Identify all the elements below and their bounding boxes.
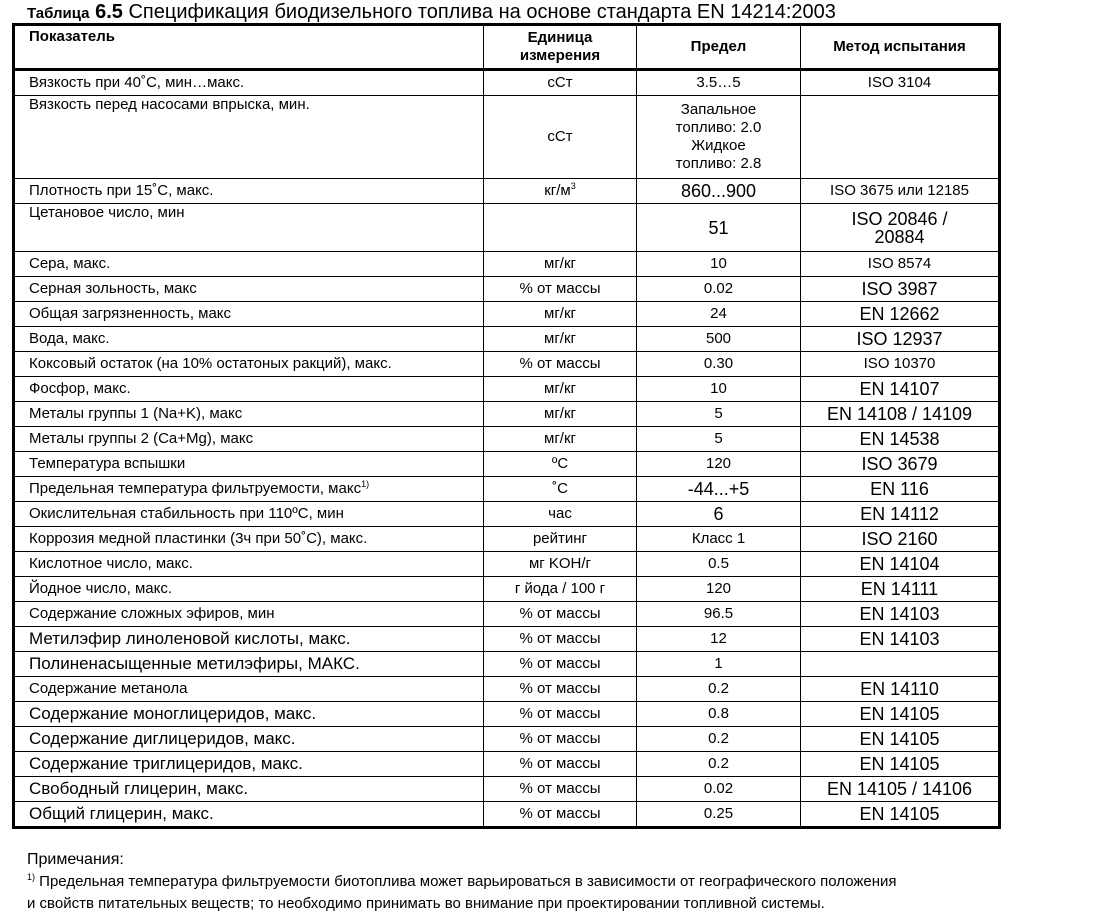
cell-parameter: [14, 802, 484, 828]
table-row: [14, 352, 1000, 377]
cell-parameter: [14, 477, 484, 502]
cell-parameter: [14, 277, 484, 302]
cell-limit: 10: [637, 252, 801, 277]
parameter-text: Общая загрязненность, макс: [29, 305, 232, 322]
parameter-text: Вязкость перед насосами впрыска, мин.: [29, 96, 310, 113]
cell-method: ISO 10370: [801, 352, 1000, 377]
cell-unit: [484, 477, 637, 502]
cell-limit: Класс 1: [637, 527, 801, 552]
table-row: [14, 179, 1000, 204]
cell-parameter: [14, 70, 484, 96]
unit-text: % от массы: [519, 730, 601, 747]
cell-parameter: [14, 677, 484, 702]
cell-parameter: [14, 204, 484, 252]
unit-text: % от массы: [519, 705, 601, 722]
parameter-text: Полиненасыщенные метилэфиры, МАКС.: [29, 654, 360, 673]
caption-text: Спецификация биодизельного топлива на основе стандарта EN 14214:2003: [128, 1, 836, 23]
cell-limit: 0.5: [637, 552, 801, 577]
cell-limit: 120: [637, 452, 801, 477]
unit-text: мг/кг: [544, 255, 576, 272]
footnote-text-1: Предельная температура фильтруемости биотоплива может варьироваться в зависимости от географического положения: [35, 873, 897, 890]
cell-method: EN 14108 / 14109: [801, 402, 1000, 427]
cell-method: ISO 3987: [801, 277, 1000, 302]
unit-text: мг KOH/г: [528, 555, 592, 572]
unit-superscript: 3: [570, 181, 576, 191]
parameter-text: Йодное число, макс.: [29, 580, 173, 597]
parameter-text: Содержание триглицеридов, макс.: [29, 754, 303, 773]
table-row: [14, 727, 1000, 752]
cell-method: EN 14538: [801, 427, 1000, 452]
cell-limit: 0.8: [637, 702, 801, 727]
unit-text: мг/кг: [544, 405, 576, 422]
cell-method: EN 14105: [801, 702, 1000, 727]
unit-text: мг/кг: [544, 430, 576, 447]
cell-unit: [484, 602, 637, 627]
cell-limit: 10: [637, 377, 801, 402]
unit-text: ˚С: [552, 480, 568, 497]
cell-parameter: [14, 377, 484, 402]
cell-method: ISO 2160: [801, 527, 1000, 552]
unit-text: мг/кг: [544, 380, 576, 397]
cell-method: ISO 8574: [801, 252, 1000, 277]
cell-unit: [484, 627, 637, 652]
unit-text: рейтинг: [532, 530, 588, 547]
cell-method: EN 14105: [801, 802, 1000, 828]
parameter-text: Металы группы 2 (Ca+Mg), макс: [29, 430, 254, 447]
cell-limit: 3.5…5: [637, 70, 801, 96]
cell-limit: 0.2: [637, 727, 801, 752]
table-row: [14, 477, 1000, 502]
cell-unit: [484, 427, 637, 452]
table-body: [14, 70, 1000, 828]
cell-limit: 5: [637, 427, 801, 452]
footnote-line-1: [27, 871, 897, 893]
unit-text: % от массы: [519, 805, 601, 822]
cell-limit: 51: [637, 204, 801, 252]
cell-limit: 0.30: [637, 352, 801, 377]
cell-unit: [484, 277, 637, 302]
unit-text: кг/м: [544, 182, 571, 199]
table-row: [14, 427, 1000, 452]
table-row: [14, 552, 1000, 577]
table-row: [14, 402, 1000, 427]
cell-parameter: [14, 96, 484, 179]
unit-text: % от массы: [519, 655, 601, 672]
cell-unit: [484, 70, 637, 96]
cell-parameter: [14, 702, 484, 727]
cell-unit: [484, 502, 637, 527]
cell-unit: [484, 452, 637, 477]
cell-limit: 500: [637, 327, 801, 352]
parameter-text: Цетановое число, мин: [29, 204, 185, 221]
footnote-line-2: и свойств питательных веществ; то необходимо принимать во внимание при проектировании топливной системы.: [27, 895, 825, 912]
cell-parameter: [14, 427, 484, 452]
footnote-ref: 1): [361, 479, 370, 489]
unit-text: мг/кг: [544, 330, 576, 347]
parameter-text: Фосфор, макс.: [29, 380, 131, 397]
table-header-row: [14, 25, 1000, 70]
unit-text: % от массы: [519, 680, 601, 697]
parameter-text: Содержание диглицеридов, макс.: [29, 729, 296, 748]
cell-limit: 5: [637, 402, 801, 427]
cell-method: EN 14103: [801, 602, 1000, 627]
table-row: [14, 96, 1000, 179]
parameter-text: Вода, макс.: [29, 330, 110, 347]
cell-unit: [484, 702, 637, 727]
cell-method: EN 12662: [801, 302, 1000, 327]
cell-unit: [484, 352, 637, 377]
cell-limit: 24: [637, 302, 801, 327]
footnote-mark: 1): [27, 872, 36, 882]
cell-limit: Запальное топливо: 2.0 Жидкое топливо: 2.8: [637, 96, 801, 179]
table-row: [14, 377, 1000, 402]
table-row: [14, 252, 1000, 277]
cell-limit: 1: [637, 652, 801, 677]
cell-method: EN 14110: [801, 677, 1000, 702]
parameter-text: Металы группы 1 (Na+K), макс: [29, 405, 243, 422]
unit-text: г йода / 100 г: [514, 580, 606, 597]
cell-limit: 6: [637, 502, 801, 527]
header-unit: Единица измерения: [484, 25, 637, 70]
cell-limit: 860...900: [637, 179, 801, 204]
cell-parameter: [14, 402, 484, 427]
table-row: [14, 777, 1000, 802]
cell-limit: 12: [637, 627, 801, 652]
table-row: [14, 652, 1000, 677]
cell-method: ISO 3679: [801, 452, 1000, 477]
cell-limit: 120: [637, 577, 801, 602]
cell-method: EN 14105: [801, 752, 1000, 777]
unit-text: сСт: [547, 128, 573, 145]
cell-limit: -44...+5: [637, 477, 801, 502]
header-parameter: Показатель: [14, 25, 484, 70]
cell-unit: [484, 252, 637, 277]
cell-parameter: [14, 752, 484, 777]
cell-unit: [484, 577, 637, 602]
cell-parameter: [14, 252, 484, 277]
cell-method: EN 14111: [801, 577, 1000, 602]
parameter-text: Плотность при 15˚С, макс.: [29, 182, 214, 199]
parameter-text: Предельная температура фильтруемости, макс: [29, 480, 362, 497]
caption-number: 6.5: [95, 1, 123, 23]
cell-unit: [484, 96, 637, 179]
table-row: [14, 327, 1000, 352]
cell-parameter: [14, 727, 484, 752]
cell-method: [801, 96, 1000, 179]
parameter-text: Содержание метанола: [29, 680, 188, 697]
unit-text: % от массы: [519, 755, 601, 772]
table-row: [14, 277, 1000, 302]
unit-text: мг/кг: [544, 305, 576, 322]
parameter-text: Серная зольность, макс: [29, 280, 197, 297]
cell-unit: [484, 377, 637, 402]
cell-parameter: [14, 552, 484, 577]
cell-unit: [484, 302, 637, 327]
unit-text: % от массы: [519, 630, 601, 647]
cell-method: EN 14107: [801, 377, 1000, 402]
cell-parameter: [14, 302, 484, 327]
parameter-text: Метилэфир линоленовой кислоты, макс.: [29, 629, 351, 648]
cell-parameter: [14, 652, 484, 677]
cell-method: ISO 3675 или 12185: [801, 179, 1000, 204]
table-row: [14, 677, 1000, 702]
cell-parameter: [14, 179, 484, 204]
parameter-text: Окислительная стабильность при 110ºС, мин: [29, 505, 344, 522]
table-row: [14, 802, 1000, 828]
cell-unit: [484, 752, 637, 777]
table-row: [14, 627, 1000, 652]
cell-method: [801, 652, 1000, 677]
table-row: [14, 502, 1000, 527]
cell-unit: [484, 402, 637, 427]
cell-parameter: [14, 527, 484, 552]
parameter-text: Кислотное число, макс.: [29, 555, 193, 572]
cell-method: ISO 12937: [801, 327, 1000, 352]
cell-limit: 0.2: [637, 752, 801, 777]
cell-parameter: [14, 327, 484, 352]
unit-text: ºС: [551, 455, 569, 472]
parameter-text: Температура вспышки: [29, 455, 186, 472]
cell-unit: [484, 677, 637, 702]
parameter-text: Коксовый остаток (на 10% остатоных ракций), макс.: [29, 355, 392, 372]
cell-unit: [484, 327, 637, 352]
unit-text: % от массы: [519, 355, 601, 372]
parameter-text: Сера, макс.: [29, 255, 111, 272]
table-row: [14, 302, 1000, 327]
header-method: Метод испытания: [801, 25, 1000, 70]
cell-unit: [484, 727, 637, 752]
cell-parameter: [14, 352, 484, 377]
cell-parameter: [14, 502, 484, 527]
cell-unit: [484, 204, 637, 252]
cell-method: EN 14105: [801, 727, 1000, 752]
cell-method: EN 14105 / 14106: [801, 777, 1000, 802]
unit-text: % от массы: [519, 605, 601, 622]
table-row: [14, 702, 1000, 727]
cell-parameter: [14, 452, 484, 477]
spec-table: [12, 23, 1001, 829]
cell-unit: [484, 802, 637, 828]
notes: [27, 849, 897, 915]
unit-text: % от массы: [519, 280, 601, 297]
header-limit: Предел: [637, 25, 801, 70]
cell-limit: 0.2: [637, 677, 801, 702]
cell-parameter: [14, 602, 484, 627]
parameter-text: Свободный глицерин, макс.: [29, 779, 249, 798]
unit-text: сСт: [547, 74, 573, 91]
cell-unit: [484, 777, 637, 802]
table-row: [14, 452, 1000, 477]
cell-unit: [484, 179, 637, 204]
cell-limit: 0.25: [637, 802, 801, 828]
cell-limit: 0.02: [637, 777, 801, 802]
cell-unit: [484, 652, 637, 677]
table-row: [14, 577, 1000, 602]
parameter-text: Коррозия медной пластинки (3ч при 50˚С), макс.: [29, 530, 368, 547]
cell-method: EN 116: [801, 477, 1000, 502]
cell-method: EN 14112: [801, 502, 1000, 527]
table-row: [14, 204, 1000, 252]
cell-method: EN 14104: [801, 552, 1000, 577]
parameter-text: Содержание моноглицеридов, макс.: [29, 704, 317, 723]
cell-parameter: [14, 577, 484, 602]
parameter-text: Вязкость при 40˚С, мин…макс.: [29, 74, 245, 91]
table-row: [14, 527, 1000, 552]
unit-text: час: [548, 505, 572, 522]
table-row: [14, 752, 1000, 777]
table-row: [14, 70, 1000, 96]
parameter-text: Общий глицерин, макс.: [29, 804, 214, 823]
notes-title: Примечания:: [27, 851, 124, 868]
cell-parameter: [14, 777, 484, 802]
caption-label: Таблица: [27, 5, 90, 22]
cell-unit: [484, 552, 637, 577]
parameter-text: Содержание сложных эфиров, мин: [29, 605, 275, 622]
cell-unit: [484, 527, 637, 552]
cell-limit: 96.5: [637, 602, 801, 627]
cell-limit: 0.02: [637, 277, 801, 302]
unit-text: % от массы: [519, 780, 601, 797]
cell-method: EN 14103: [801, 627, 1000, 652]
table-row: [14, 602, 1000, 627]
cell-method: ISO 20846 / 20884: [801, 204, 1000, 252]
cell-method: ISO 3104: [801, 70, 1000, 96]
cell-parameter: [14, 627, 484, 652]
